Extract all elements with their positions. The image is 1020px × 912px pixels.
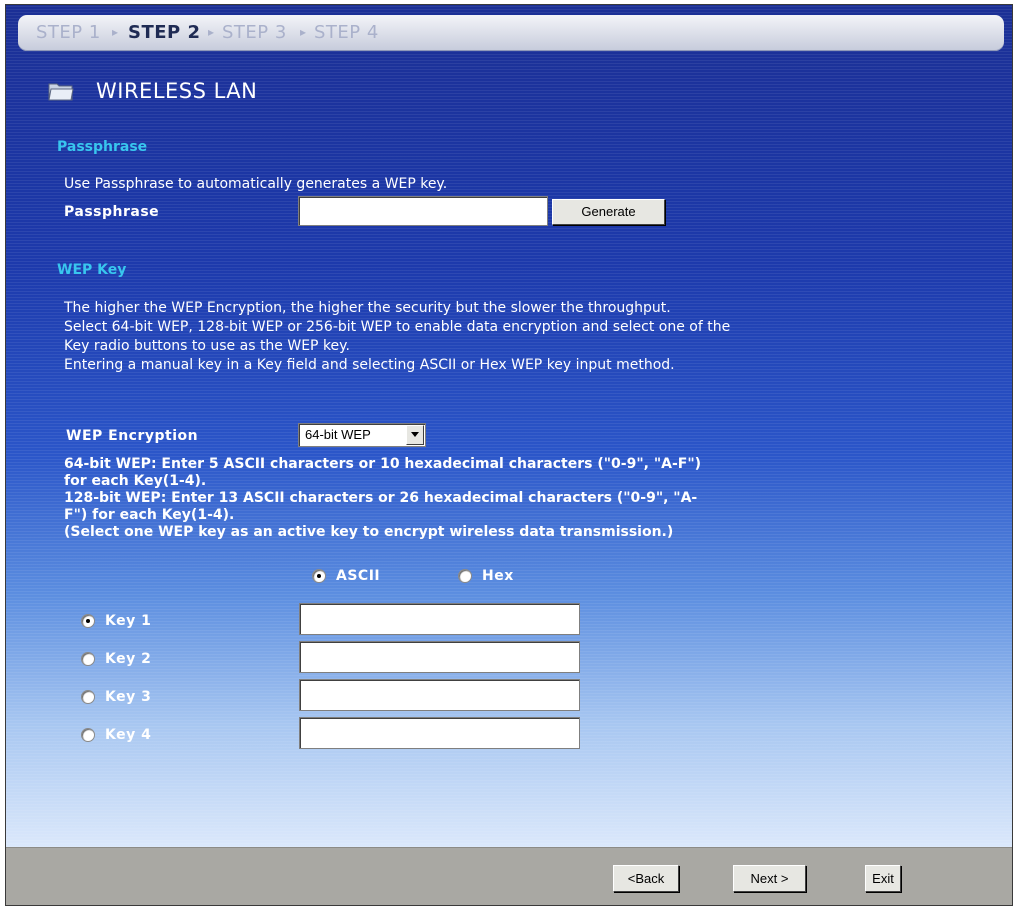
step-1: STEP 1 [36, 22, 101, 43]
wep-note-line: 128-bit WEP: Enter 13 ASCII characters or 26 hexadecimal characters ("0-9", "A- [64, 490, 698, 506]
wep-description-line: Key radio buttons to use as the WEP key. [64, 338, 350, 354]
wep-description-line: Entering a manual key in a Key field and selecting ASCII or Hex WEP key input method. [64, 357, 675, 373]
passphrase-input[interactable] [298, 196, 548, 226]
hex-radio[interactable] [458, 569, 472, 583]
wep-description-line: Select 64-bit WEP, 128-bit WEP or 256-bit WEP to enable data encryption and select one of the [64, 319, 731, 335]
step-arrow-icon: ▸ [208, 25, 215, 39]
hex-label: Hex [482, 568, 514, 584]
chevron-down-icon[interactable] [406, 425, 424, 445]
step-3: STEP 3 [222, 22, 287, 43]
key-2-radio[interactable] [81, 652, 95, 666]
key-4-input[interactable] [299, 717, 580, 749]
passphrase-heading: Passphrase [57, 139, 148, 155]
ascii-radio[interactable] [312, 569, 326, 583]
passphrase-description: Use Passphrase to automatically generates a WEP key. [64, 176, 448, 192]
key-1-input[interactable] [299, 603, 580, 635]
key-1-label: Key 1 [105, 613, 152, 629]
next-button[interactable]: Next > [733, 865, 806, 892]
passphrase-label: Passphrase [64, 204, 160, 220]
step-arrow-icon: ▸ [112, 25, 119, 39]
wep-note-line: for each Key(1-4). [64, 473, 207, 489]
exit-button[interactable]: Exit [865, 865, 901, 892]
wep-encryption-label: WEP Encryption [66, 428, 199, 444]
back-button[interactable]: <Back [613, 865, 679, 892]
key-4-label: Key 4 [105, 727, 152, 743]
step-4: STEP 4 [314, 22, 379, 43]
key-3-label: Key 3 [105, 689, 152, 705]
folder-icon [48, 81, 74, 101]
key-3-radio[interactable] [81, 690, 95, 704]
wep-description-line: The higher the WEP Encryption, the higher the security but the slower the throughput. [64, 300, 671, 316]
wep-key-heading: WEP Key [57, 262, 127, 278]
key-1-radio[interactable] [81, 614, 95, 628]
page-title: WIRELESS LAN [96, 79, 258, 103]
step-arrow-icon: ▸ [300, 25, 307, 39]
wep-note-line: (Select one WEP key as an active key to encrypt wireless data transmission.) [64, 524, 674, 540]
step-2: STEP 2 [128, 22, 201, 43]
wep-note-line: F") for each Key(1-4). [64, 507, 235, 523]
generate-button[interactable]: Generate [552, 199, 665, 225]
footer-bar [6, 847, 1012, 906]
key-2-label: Key 2 [105, 651, 152, 667]
key-2-input[interactable] [299, 641, 580, 673]
ascii-label: ASCII [336, 568, 381, 584]
key-4-radio[interactable] [81, 728, 95, 742]
wep-note-line: 64-bit WEP: Enter 5 ASCII characters or 10 hexadecimal characters ("0-9", "A-F") [64, 456, 702, 472]
wep-encryption-select[interactable] [298, 423, 426, 447]
wizard-window [5, 4, 1013, 906]
step-navigation [18, 15, 1004, 51]
wep-encryption-value: 64-bit WEP [305, 427, 371, 442]
key-3-input[interactable] [299, 679, 580, 711]
